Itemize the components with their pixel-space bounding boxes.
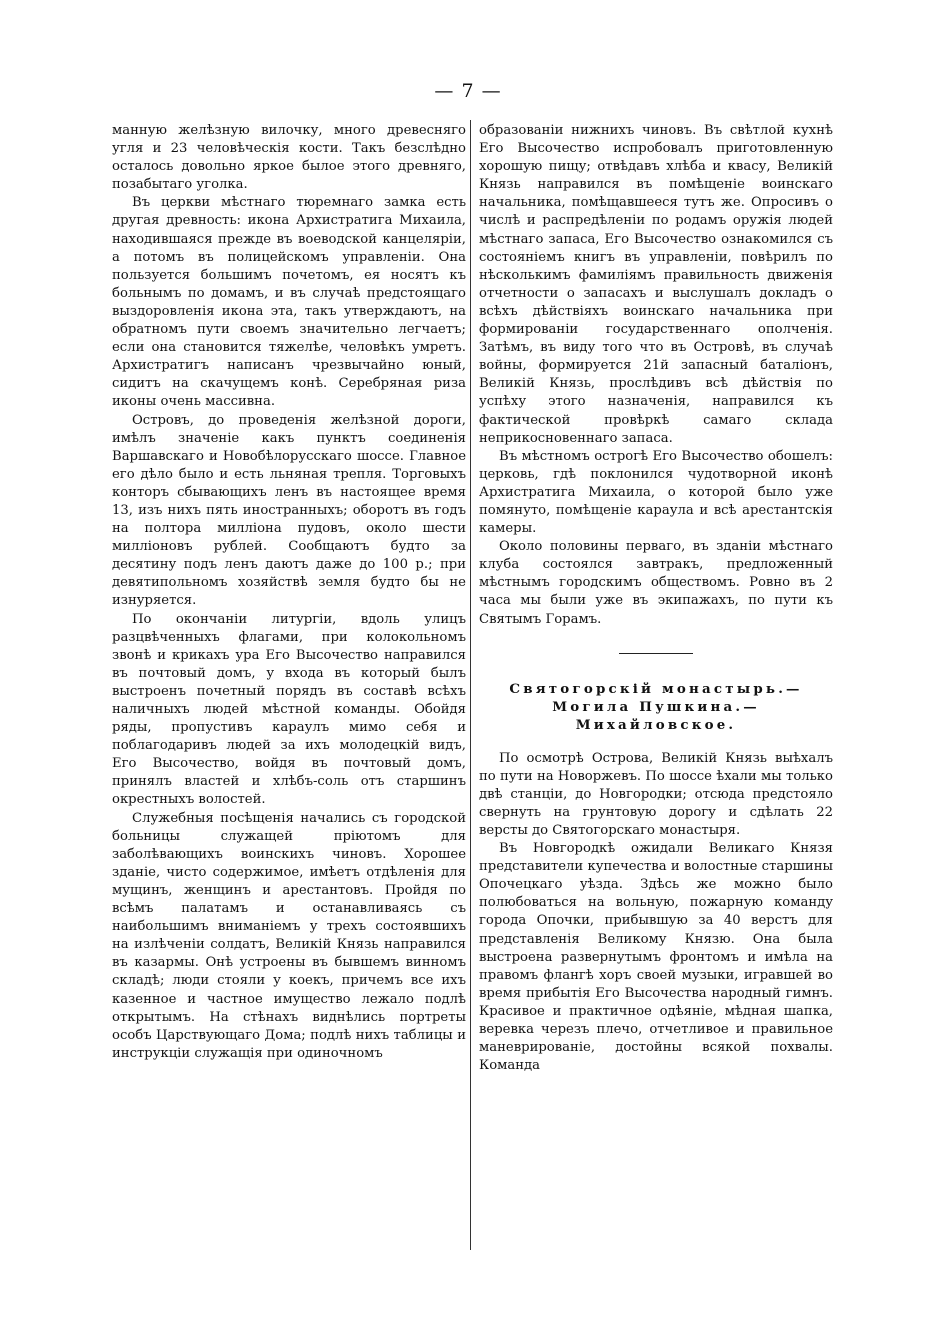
paragraph: Въ Новгородкѣ ожидали Великаго Князя представители купечества и волостные старшины Опочецкаго уѣзда. Здѣсь же можно было полюбоваться на вольную, пожарную команду города Опочки, прибывшую за 40 верстъ для представленія Великому Князю. Она была выстроена развернутымъ фронтомъ и имѣла на правомъ флангѣ хоръ своей музыки, игравшей во время прибытія Его Высочества народный гимнъ. Красивое и практичное одѣяніе, мѣдная шапка, веревка черезъ плечо, отчетливое и правильное маневрированіе, достойны всякой похвалы. Команда	[479, 841, 833, 1074]
paragraph: Въ мѣстномъ острогѣ Его Высочество обошелъ: церковь, гдѣ поклонился чудотворной иконѣ Архистратига Михаила, о которой было уже помянуто, помѣщеніе караула и всѣ арестантскія камеры.	[479, 448, 833, 537]
paragraph: Около половины перваго, въ зданіи мѣстнаго клуба состоялся завтракъ, предложенный мѣстнымъ городскимъ обществомъ. Ровно въ 2 часа мы были уже въ экипажахъ, по пути къ Святымъ Горамъ.	[479, 539, 833, 627]
paragraph: Въ церкви мѣстнаго тюремнаго замка есть другая древность: икона Архистратига Михаила, находившаяся прежде въ воеводской канцеляріи, а потомъ въ полицейскомъ управленіи. Она пользуется большимъ почетомъ, ея носятъ къ больнымъ по домамъ, и въ случаѣ предстоящаго выздоровленія икона эта, такъ утверждаютъ, на обратномъ пути своемъ значительно легчаетъ; если она становится тяжелѣе, человѣкъ умретъ. Архистратигъ написанъ чрезвычайно юный, сидитъ на скачущемъ конѣ. Серебряная риза иконы очень массивна.	[112, 195, 466, 410]
paragraph: Служебныя посѣщенія начались съ городской больницы служащей пріютомъ для заболѣвающихъ воинскихъ чиновъ. Хорошее зданіе, чисто содержимое, имѣетъ отдѣленія для мущинъ, женщинъ и арестантовъ. Пройдя по всѣмъ палатамъ и останавливаясь съ наибольшимъ вниманіемъ у трехъ состоявшихъ на излѣченіи солдатъ, Великій Князь направился въ казармы. Онѣ устроены въ бывшемъ винномъ складѣ; люди стояли у коекъ, причемъ все ихъ казенное и частное имущество лежало подлѣ открытымъ. На стѣнахъ виднѣлись портреты особъ Царствующаго Дома; подлѣ нихъ таблицы и инструкціи служащія при одиночномъ	[112, 810, 466, 1061]
left-column	[112, 122, 466, 1063]
page-number: — 7 —	[434, 80, 502, 102]
right-column	[479, 122, 833, 1075]
paragraph: манную желѣзную вилочку, много древесняго угля и 23 человѣческія кости. Такъ безслѣдно осталось довольно яркое былое этого древняго, позабытаго уголка.	[112, 123, 466, 193]
paragraph: По осмотрѣ Острова, Великій Князь выѣхалъ по пути на Новоржевъ. По шоссе ѣхали мы только двѣ станціи, до Новгородки; отсюда предстояло свернуть на грунтовую дорогу и сдѣлать 22 версты до Святогорскаго монастыря.	[479, 750, 833, 838]
paragraph: По окончаніи литургіи, вдоль улицъ разцвѣченныхъ флагами, при колокольномъ звонѣ и крикахъ ура Его Высочество направился въ почтовый домъ, у входа въ который былъ выстроенъ почетный порядъ въ составѣ всѣхъ наличныхъ людей мѣстной команды. Обойдя ряды, пропустивъ караулъ мимо себя и поблагодаривъ людей за ихъ молодецкій видъ, Его Высочество, войдя въ почтовый домъ, принялъ властей и хлѣбъ-соль отъ старшинъ окрестныхъ волостей.	[112, 611, 466, 808]
paragraph: образованіи нижнихъ чиновъ. Въ свѣтлой кухнѣ Его Высочество испробовалъ приготовленную хорошую пищу; отвѣдавъ хлѣба и квасу, Великій Князь направился въ помѣщеніе воинскаго начальника, помѣщавшееся тутъ же. Опросивъ о числѣ и распредѣленіи по родамъ оружія людей мѣстнаго запаса, Его Высочество ознакомился съ состояніемъ книгъ въ управленіи, повѣрилъ по нѣсколькимъ фамиліямъ правильность движенія отчетности о запасахъ и выслушалъ докладъ о всѣхъ дѣйствіяхъ воинскаго начальника при формированіи государственнаго ополченія. Затѣмъ, въ виду того что въ Островѣ, въ случаѣ войны, формируется 21й запасный баталіонъ, Великій Князь, прослѣдивъ всѣ дѣйствія по успѣху этого назначенія, направился къ фактической провѣркѣ самаго склада неприкосновеннаго запаса.	[479, 123, 833, 446]
column-divider-rule	[470, 120, 471, 1250]
chapter-title: Святогорскій монастырь.— Могила Пушкина.—Михайловское.	[509, 680, 803, 733]
section-divider	[619, 653, 693, 654]
paragraph: Островъ, до проведенія желѣзной дороги, имѣлъ значеніе какъ пунктъ соединенія Варшавскаго и Новобѣлорусскаго шоссе. Главное его дѣло было и есть льняная трепля. Торговыхъ конторъ сбывающихъ ленъ въ настоящее время 13, изъ нихъ пять иностранныхъ; оборотъ въ годъ на полтора милліона пудовъ, около шести милліоновъ рублей. Сообщаютъ будто за десятину подъ ленъ даютъ даже до 100 р.; при девятипольномъ хозяйствѣ земля будто бы не изнуряется.	[112, 412, 466, 609]
